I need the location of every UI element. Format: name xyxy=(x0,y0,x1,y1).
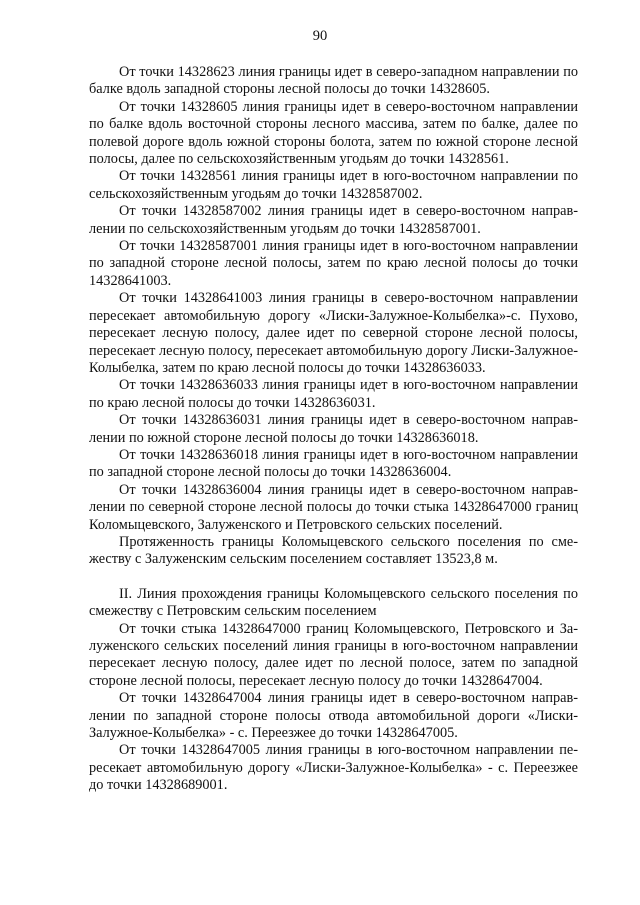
paragraph: От точки 14328647005 линия границы в юго-восточном направлении пересекает автомобильную дорогу «Лиски-Залужное-Колыбелка» - с. Переезжее до точки 14328689001. xyxy=(89,742,578,794)
paragraph: От точки 14328587002 линия границы идет в северо-восточном направлении по сельскохозяйственным угодьям до точки 14328587001. xyxy=(89,203,578,237)
document-body xyxy=(89,64,578,795)
paragraph: От точки 14328636031 линия границы идет в северо-восточном направлении по южной стороне лесной полосы до точки 14328636018. xyxy=(89,412,578,446)
paragraph: От точки 14328636018 линия границы идет в юго-восточном направлении по западной стороне лесной полосы до точки 14328636004. xyxy=(89,446,578,481)
paragraph: От точки 14328647004 линия границы идет в северо-восточном направлении по западной стороне полосы отвода автомобильной дороги «Лиски-Залужное-Колыбелка» - с. Переезжее до точки 14328647005. xyxy=(89,690,578,742)
boundary-length-summary: Протяженность границы Коломыцевского сельского поселения по смежеству с Залуженским сельским поселением составляет 13523,8 м. xyxy=(89,533,578,568)
paragraph: От точки 14328636004 линия границы идет в северо-восточном направлении по северной стороне лесной полосы до точки стыка 14328647000 границ Коломыцевского, Залуженского и Петровского сельских поселений. xyxy=(89,481,578,533)
paragraph: От точки 14328561 линия границы идет в юго-восточном направлении по сельскохозяйственным угодьям до точки 14328587002. xyxy=(89,168,578,202)
paragraph: От точки 14328587001 линия границы идет в юго-восточном направлении по западной стороне лесной полосы, затем по краю лесной полосы до точки 14328641003. xyxy=(89,238,578,289)
paragraph: От точки стыка 14328647000 границ Коломыцевского, Петровского и Залуженского сельских поселений линия границы в юго-восточном направлении пересекает лесную полосу, далее идет по лесной полосе, затем по западной стороне лесной полосы, пересекает лесную полосу до точки 14328647004. xyxy=(89,620,578,689)
paragraph: От точки 14328605 линия границы идет в северо-восточном направлении по балке вдоль восточной стороны лесного массива, затем по балке, далее по полевой дороге вдоль южной стороны болота, затем по южной стороне лесной полосы, далее по сельскохозяйственным угодьям до точки 14328561. xyxy=(89,98,578,168)
paragraph: От точки 14328623 линия границы идет в северо-западном направлении по балке вдоль западной стороны лесной полосы до точки 14328605. xyxy=(89,64,578,98)
paragraph: От точки 14328641003 линия границы в северо-восточном направлении пересекает автомобильную дорогу «Лиски-Залужное-Колыбелка»-с. Пухово, пересекает лесную полосу, далее идет по северной стороне лесной полосы, пересекает лесную полосу, пересекает автомобильную дорогу Лиски-Залужное-Колыбелка, затем по краю лесной полосы до точки 14328636033. xyxy=(89,290,578,376)
paragraph: От точки 14328636033 линия границы идет в юго-восточном направлении по краю лесной полосы до точки 14328636031. xyxy=(89,377,578,411)
page-number: 90 xyxy=(312,28,328,44)
section-heading: II. Линия прохождения границы Коломыцевского сельского поселения по смежеству с Петровским сельским поселением xyxy=(89,585,578,620)
